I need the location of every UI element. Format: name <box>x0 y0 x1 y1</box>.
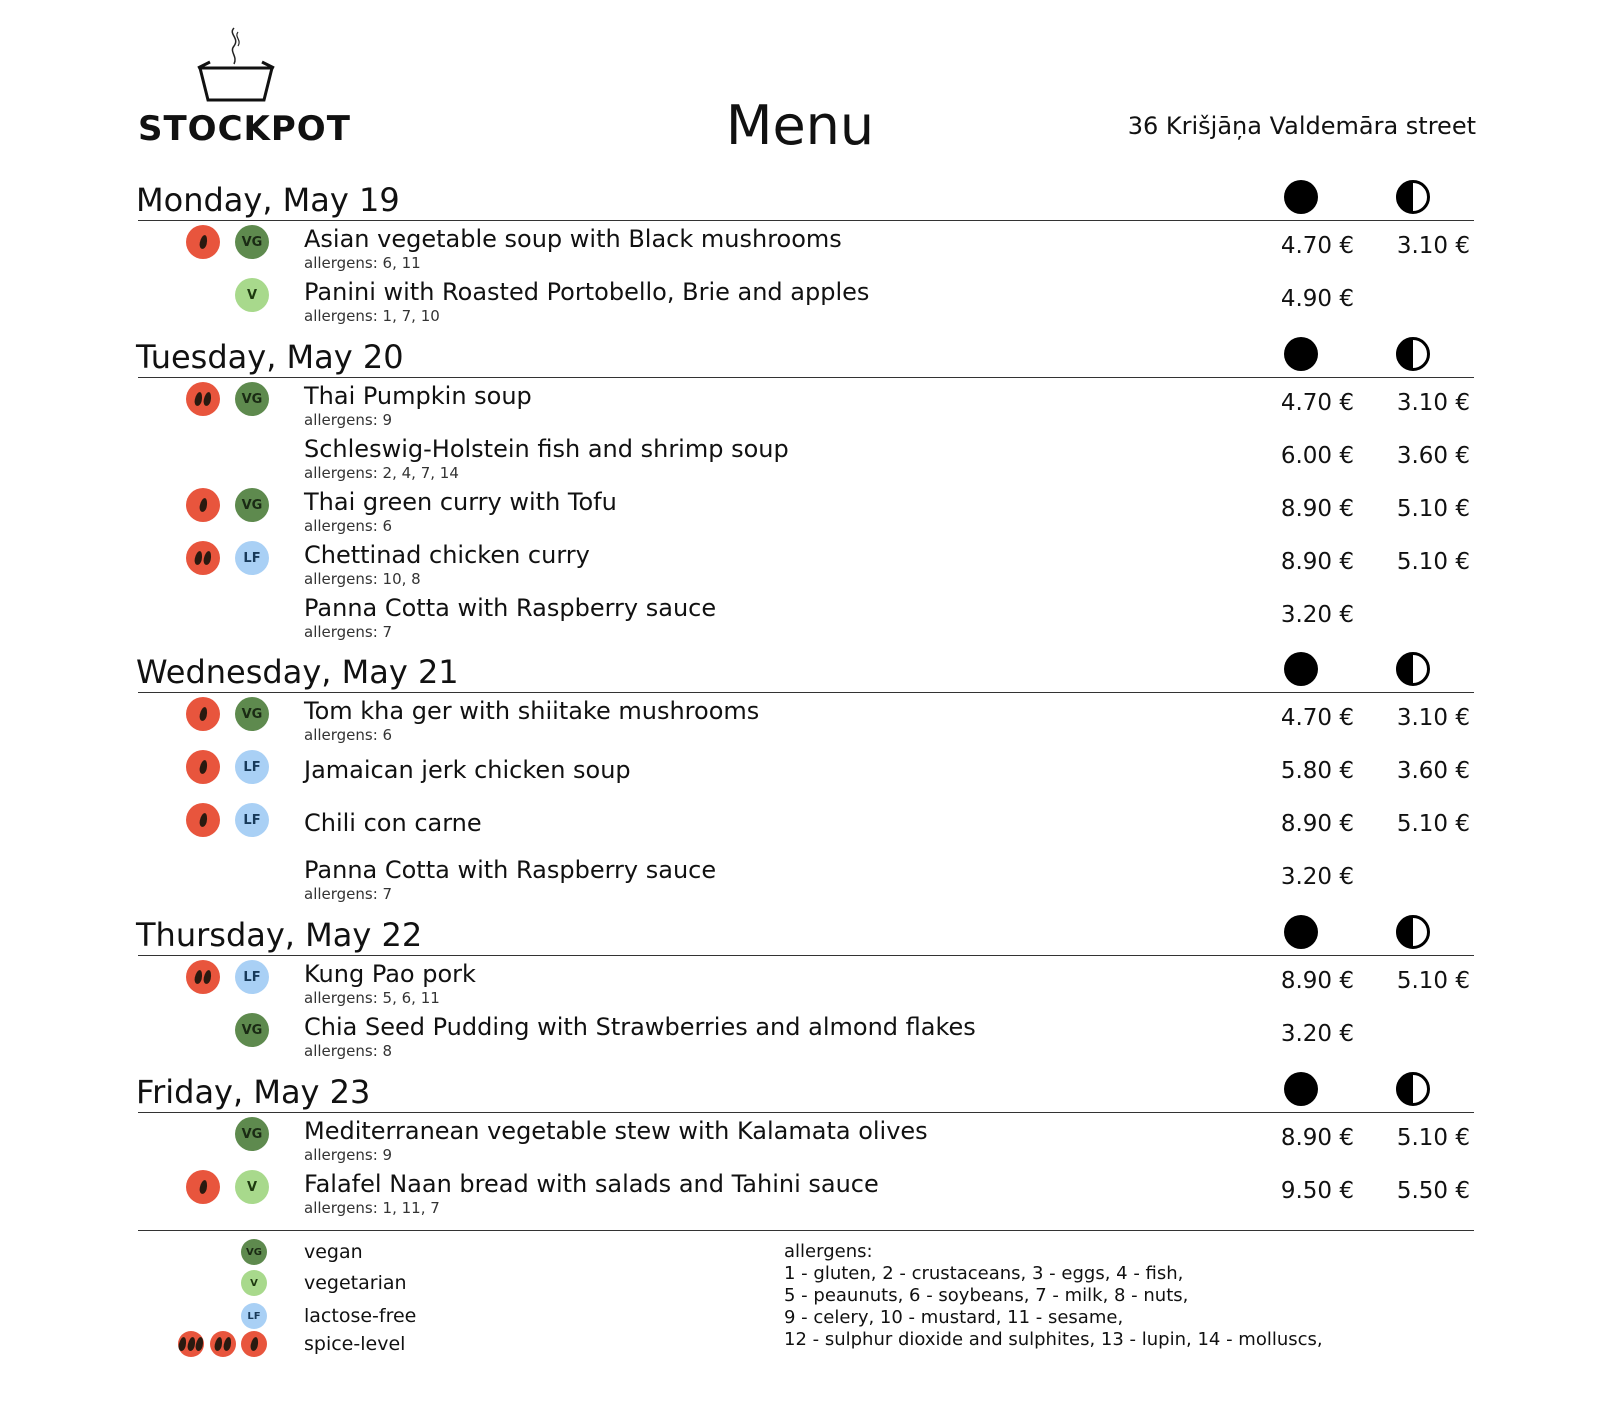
price-full: 4.90 € <box>1280 286 1354 312</box>
item-icons <box>138 750 288 786</box>
full-circle-icon <box>1284 180 1318 214</box>
allergens-line: 9 - celery, 10 - mustard, 11 - sesame, <box>784 1307 1124 1328</box>
price-half: 3.10 € <box>1396 390 1470 416</box>
legend-vegetarian <box>138 1270 738 1300</box>
item-name: Schleswig-Holstein fish and shrimp soup <box>304 435 789 463</box>
full-circle-icon <box>1284 1072 1318 1106</box>
price-full: 9.50 € <box>1280 1178 1354 1204</box>
item-name: Falafel Naan bread with salads and Tahini sauce <box>304 1170 879 1198</box>
lactose-free-badge-icon: LF <box>235 750 269 784</box>
vegan-badge-icon: VG <box>235 225 269 259</box>
item-icons <box>138 594 288 630</box>
vegan-badge-icon: VG <box>235 1117 269 1151</box>
half-circle-icon <box>1396 652 1430 686</box>
page-title: Menu <box>725 94 875 157</box>
item-name: Panna Cotta with Raspberry sauce <box>304 856 717 884</box>
half-circle-icon <box>1396 337 1430 371</box>
vegan-badge-icon: VG <box>235 1013 269 1047</box>
item-name: Chili con carne <box>304 809 482 837</box>
item-name: Thai green curry with Tofu <box>304 488 617 516</box>
price-full: 4.70 € <box>1280 233 1354 259</box>
item-icons <box>138 960 288 996</box>
price-full: 3.20 € <box>1280 602 1354 628</box>
item-allergens: allergens: 10, 8 <box>304 570 421 588</box>
item-name: Asian vegetable soup with Black mushrooms <box>304 225 842 253</box>
allergen-info <box>784 1241 1323 1351</box>
menu-item <box>138 431 1474 484</box>
price-half: 5.10 € <box>1396 811 1470 837</box>
day-section <box>138 1068 1474 1219</box>
menu-item <box>138 484 1474 537</box>
lactose-free-badge-icon: LF <box>235 541 269 575</box>
menu-item <box>138 852 1474 905</box>
price-half: 3.60 € <box>1396 758 1470 784</box>
day-title: Monday, May 19 <box>136 181 400 219</box>
item-icons <box>138 803 288 839</box>
price-full: 8.90 € <box>1280 968 1354 994</box>
day-section <box>138 333 1474 643</box>
item-name: Thai Pumpkin soup <box>304 382 532 410</box>
item-name: Kung Pao pork <box>304 960 476 988</box>
chili-icon <box>186 697 220 731</box>
legend-vegan-label: vegan <box>304 1241 363 1263</box>
item-name: Jamaican jerk chicken soup <box>304 756 631 784</box>
item-name: Panna Cotta with Raspberry sauce <box>304 594 717 622</box>
menu-item <box>138 537 1474 590</box>
item-allergens: allergens: 7 <box>304 623 393 641</box>
legend-spice-label: spice-level <box>304 1333 406 1355</box>
chili-icon <box>178 1331 204 1357</box>
chili-icon <box>241 1331 267 1357</box>
item-name: Panini with Roasted Portobello, Brie and apples <box>304 278 870 306</box>
menu-item <box>138 221 1474 274</box>
vegan-badge-icon: VG <box>235 382 269 416</box>
chili-icon <box>186 541 220 575</box>
menu-item <box>138 956 1474 1009</box>
price-full: 6.00 € <box>1280 443 1354 469</box>
allergens-line: 5 - peaunuts, 6 - soybeans, 7 - milk, 8 - nuts, <box>784 1285 1189 1306</box>
price-full: 8.90 € <box>1280 496 1354 522</box>
price-half: 5.10 € <box>1396 1125 1470 1151</box>
item-allergens: allergens: 6 <box>304 517 393 535</box>
price-half: 3.10 € <box>1396 233 1470 259</box>
menu-item <box>138 378 1474 431</box>
vegetarian-badge-icon: V <box>235 1170 269 1204</box>
price-half: 5.50 € <box>1396 1178 1470 1204</box>
legend-lactose-free <box>138 1303 738 1333</box>
chili-icon <box>186 488 220 522</box>
item-icons <box>138 697 288 733</box>
item-allergens: allergens: 7 <box>304 885 393 903</box>
day-title: Wednesday, May 21 <box>136 653 459 691</box>
price-full: 3.20 € <box>1280 1021 1354 1047</box>
steaming-pot-icon <box>196 24 276 104</box>
item-allergens: allergens: 9 <box>304 411 393 429</box>
item-icons <box>138 1170 288 1206</box>
menu-item <box>138 1166 1474 1219</box>
vegan-badge-icon: VG <box>241 1239 267 1265</box>
item-allergens: allergens: 6 <box>304 726 393 744</box>
address: 36 Krišjāņa Valdemāra street <box>1127 112 1476 140</box>
item-allergens: allergens: 1, 11, 7 <box>304 1199 440 1217</box>
item-allergens: allergens: 5, 6, 11 <box>304 989 440 1007</box>
price-full: 8.90 € <box>1280 1125 1354 1151</box>
item-name: Tom kha ger with shiitake mushrooms <box>304 697 760 725</box>
page-header <box>0 0 1600 170</box>
lactose-free-badge-icon: LF <box>241 1303 267 1329</box>
legend-vegan <box>138 1239 738 1269</box>
price-full: 3.20 € <box>1280 864 1354 890</box>
price-half: 3.60 € <box>1396 443 1470 469</box>
menu-item <box>138 693 1474 746</box>
item-allergens: allergens: 9 <box>304 1146 393 1164</box>
vegetarian-badge-icon: V <box>241 1270 267 1296</box>
chili-icon <box>186 1170 220 1204</box>
item-allergens: allergens: 2, 4, 7, 14 <box>304 464 459 482</box>
vegetarian-badge-icon: V <box>235 278 269 312</box>
menu-item <box>138 274 1474 327</box>
price-full: 8.90 € <box>1280 549 1354 575</box>
menu-item <box>138 590 1474 643</box>
chili-icon <box>210 1331 236 1357</box>
day-title: Thursday, May 22 <box>136 916 423 954</box>
price-full: 5.80 € <box>1280 758 1354 784</box>
allergens-line: 1 - gluten, 2 - crustaceans, 3 - eggs, 4 - fish, <box>784 1263 1184 1284</box>
half-circle-icon <box>1396 915 1430 949</box>
allergens-title: allergens: <box>784 1241 873 1262</box>
vegan-badge-icon: VG <box>235 697 269 731</box>
item-icons <box>138 488 288 524</box>
day-header <box>138 1068 1474 1113</box>
legend <box>138 1230 1474 1381</box>
price-half: 5.10 € <box>1396 549 1470 575</box>
item-name: Chettinad chicken curry <box>304 541 590 569</box>
logo-text: STOCKPOT <box>138 109 351 149</box>
day-header <box>138 648 1474 693</box>
item-icons <box>138 278 288 314</box>
item-name: Chia Seed Pudding with Strawberries and almond flakes <box>304 1013 976 1041</box>
chili-icon <box>186 750 220 784</box>
lactose-free-badge-icon: LF <box>235 803 269 837</box>
day-header <box>138 176 1474 221</box>
menu-item <box>138 746 1474 799</box>
item-icons <box>138 1117 288 1153</box>
vegan-badge-icon: VG <box>235 488 269 522</box>
half-circle-icon <box>1396 180 1430 214</box>
full-circle-icon <box>1284 337 1318 371</box>
lactose-free-badge-icon: LF <box>235 960 269 994</box>
chili-icon <box>186 803 220 837</box>
item-allergens: allergens: 8 <box>304 1042 393 1060</box>
legend-spice-level <box>138 1331 738 1361</box>
menu-item <box>138 1009 1474 1062</box>
menu-item <box>138 799 1474 852</box>
day-section <box>138 911 1474 1062</box>
price-full: 4.70 € <box>1280 390 1354 416</box>
day-title: Friday, May 23 <box>136 1073 371 1111</box>
day-section <box>138 176 1474 327</box>
half-circle-icon <box>1396 1072 1430 1106</box>
menu-item <box>138 1113 1474 1166</box>
item-icons <box>138 1013 288 1049</box>
stockpot-logo <box>138 24 351 154</box>
day-header <box>138 333 1474 378</box>
price-half: 5.10 € <box>1396 496 1470 522</box>
allergens-line: 12 - sulphur dioxide and sulphites, 13 - lupin, 14 - molluscs, <box>784 1329 1323 1350</box>
price-full: 4.70 € <box>1280 705 1354 731</box>
price-half: 3.10 € <box>1396 705 1470 731</box>
price-full: 8.90 € <box>1280 811 1354 837</box>
full-circle-icon <box>1284 915 1318 949</box>
item-allergens: allergens: 1, 7, 10 <box>304 307 440 325</box>
chili-icon <box>186 960 220 994</box>
chili-icon <box>186 225 220 259</box>
price-half: 5.10 € <box>1396 968 1470 994</box>
day-section <box>138 648 1474 905</box>
item-icons <box>138 225 288 261</box>
chili-icon <box>186 382 220 416</box>
item-icons <box>138 382 288 418</box>
day-title: Tuesday, May 20 <box>136 338 404 376</box>
day-header <box>138 911 1474 956</box>
legend-vegetarian-label: vegetarian <box>304 1272 407 1294</box>
legend-lactose-free-label: lactose-free <box>304 1305 417 1327</box>
item-icons <box>138 435 288 471</box>
item-name: Mediterranean vegetable stew with Kalamata olives <box>304 1117 928 1145</box>
item-icons <box>138 541 288 577</box>
item-icons <box>138 856 288 892</box>
full-circle-icon <box>1284 652 1318 686</box>
item-allergens: allergens: 6, 11 <box>304 254 421 272</box>
